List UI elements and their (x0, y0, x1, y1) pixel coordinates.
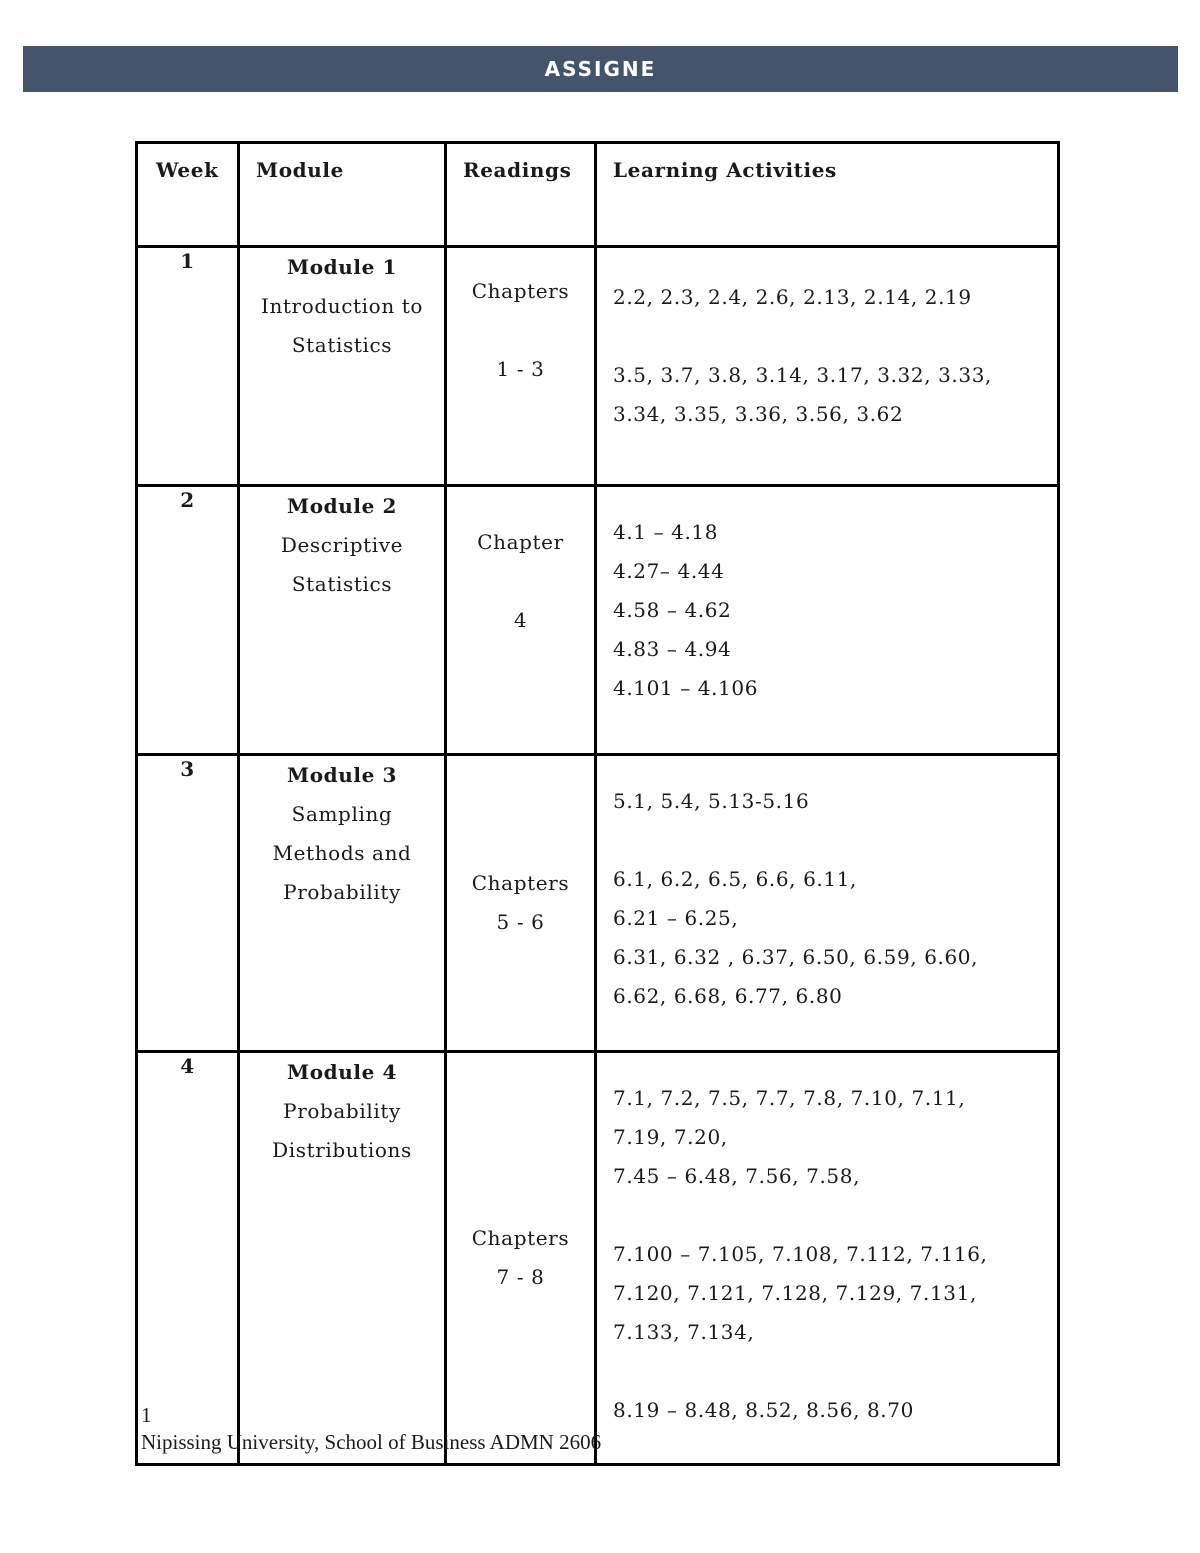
activity-line: 6.31, 6.32 , 6.37, 6.50, 6.59, 6.60, (613, 945, 979, 969)
schedule-table (135, 141, 1060, 1466)
module-desc-line: Probability (283, 880, 401, 904)
activity-line: 5.1, 5.4, 5.13-5.16 (613, 789, 810, 813)
readings-gap (448, 311, 593, 350)
week-cell: 3 (137, 755, 239, 1052)
header-week: Week (137, 143, 239, 247)
activity-line: 7.45 – 6.48, 7.56, 7.58, (613, 1164, 861, 1188)
module-desc-line: Distributions (272, 1138, 412, 1162)
readings-line: 1 - 3 (496, 357, 545, 381)
activity-line: 6.1, 6.2, 6.5, 6.6, 6.11, (613, 867, 857, 891)
activity-line: 6.62, 6.68, 6.77, 6.80 (613, 984, 843, 1008)
activities-cell (596, 755, 1059, 1052)
readings-line: 7 - 8 (496, 1265, 545, 1289)
page-number: 1 (141, 1403, 152, 1427)
table-row (137, 755, 1059, 1052)
readings-line: Chapters (471, 279, 570, 303)
activity-gap (613, 821, 1049, 860)
readings-cell (446, 486, 596, 755)
week-cell: 2 (137, 486, 239, 755)
activities-cell (596, 247, 1059, 486)
banner-title: ASSIGNE (544, 57, 657, 81)
table-header-row (137, 143, 1059, 247)
activity-line: 4.83 – 4.94 (613, 637, 732, 661)
activity-line: 4.1 – 4.18 (613, 520, 719, 544)
module-cell (239, 755, 446, 1052)
activity-line: 2.2, 2.3, 2.4, 2.6, 2.13, 2.14, 2.19 (613, 285, 972, 309)
module-desc-line: Statistics (291, 572, 393, 596)
header-readings: Readings (446, 143, 596, 247)
activity-line: 7.133, 7.134, (613, 1320, 755, 1344)
readings-gap (448, 562, 593, 601)
activity-line: 4.101 – 4.106 (613, 676, 759, 700)
activity-gap (613, 1196, 1049, 1235)
activity-line: 8.19 – 8.48, 8.52, 8.56, 8.70 (613, 1398, 914, 1422)
activity-line: 3.34, 3.35, 3.36, 3.56, 3.62 (613, 402, 904, 426)
activity-line: 7.100 – 7.105, 7.108, 7.112, 7.116, (613, 1242, 988, 1266)
readings-line: Chapter (477, 530, 564, 554)
readings-line: 4 (513, 608, 528, 632)
table-row (137, 247, 1059, 486)
module-desc-line: Descriptive (280, 533, 404, 557)
module-desc-line: Probability (283, 1099, 401, 1123)
activities-cell (596, 1052, 1059, 1465)
activities-cell (596, 486, 1059, 755)
module-desc-line: Methods and (272, 841, 412, 865)
module-desc-line: Introduction to (260, 294, 424, 318)
page-footer (141, 1402, 601, 1456)
module-name: Module 4 (286, 1060, 397, 1084)
activity-line: 4.58 – 4.62 (613, 598, 732, 622)
module-cell (239, 247, 446, 486)
module-name: Module 3 (286, 763, 397, 787)
footer-text: Nipissing University, School of Business ADMN 2606 (141, 1430, 602, 1454)
readings-cell (446, 755, 596, 1052)
week-cell: 4 (137, 1052, 239, 1465)
activity-line: 7.19, 7.20, (613, 1125, 728, 1149)
readings-cell (446, 247, 596, 486)
activity-line: 3.5, 3.7, 3.8, 3.14, 3.17, 3.32, 3.33, (613, 363, 992, 387)
week-cell: 1 (137, 247, 239, 486)
module-name: Module 1 (286, 255, 397, 279)
module-name: Module 2 (286, 494, 397, 518)
readings-line: Chapters (471, 871, 570, 895)
readings-line: 5 - 6 (496, 910, 545, 934)
activity-line: 6.21 – 6.25, (613, 906, 739, 930)
activity-line: 7.120, 7.121, 7.128, 7.129, 7.131, (613, 1281, 977, 1305)
module-cell (239, 486, 446, 755)
activity-gap (613, 317, 1049, 356)
module-desc-line: Sampling (291, 802, 393, 826)
table-row (137, 486, 1059, 755)
header-learning-activities: Learning Activities (596, 143, 1059, 247)
module-desc-line: Statistics (291, 333, 393, 357)
header-module: Module (239, 143, 446, 247)
activity-line: 4.27– 4.44 (613, 559, 725, 583)
page-banner (23, 46, 1178, 92)
activity-line: 7.1, 7.2, 7.5, 7.7, 7.8, 7.10, 7.11, (613, 1086, 966, 1110)
activity-gap (613, 1352, 1049, 1391)
readings-line: Chapters (471, 1226, 570, 1250)
